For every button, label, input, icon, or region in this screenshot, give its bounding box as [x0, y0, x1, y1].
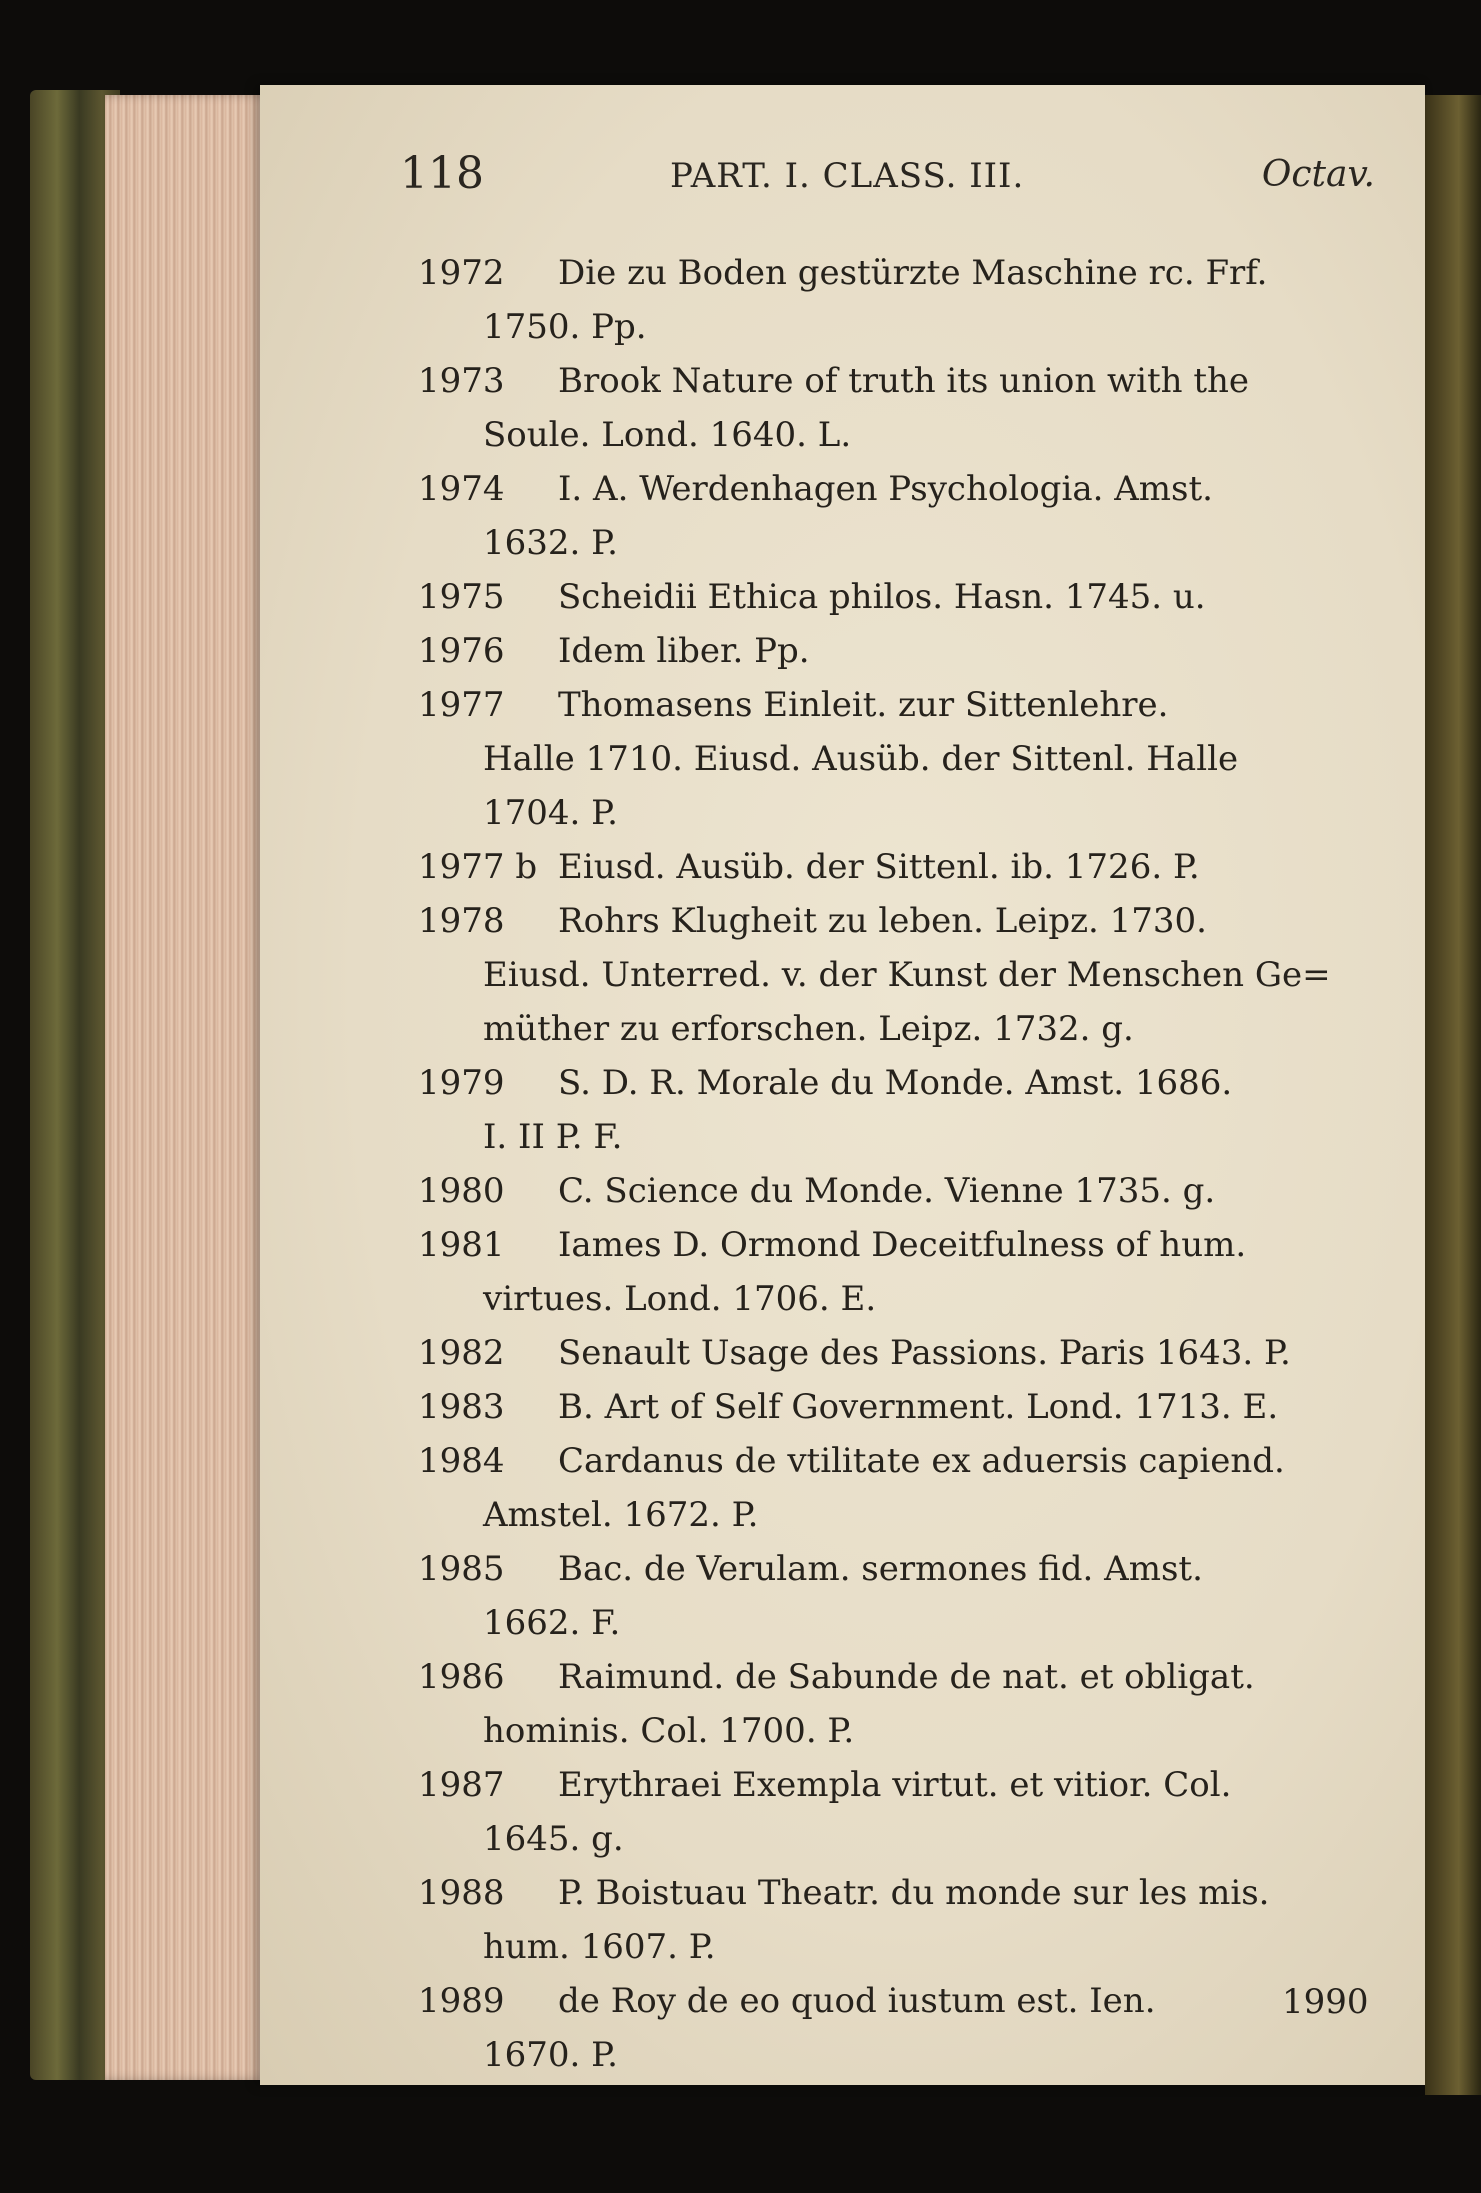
entry-text: 1632. P.	[483, 523, 618, 563]
entry-first-line	[418, 840, 1358, 894]
entry-text: 1645. g.	[483, 1819, 624, 1859]
entry-text: Die zu Boden gestürzte Maschine rc. Frf.	[558, 253, 1268, 293]
entry-first-line	[418, 894, 1358, 948]
entry-text: Brook Nature of truth its union with the	[558, 361, 1250, 401]
entry-text: Bac. de Verulam. sermones fid. Amst.	[558, 1549, 1203, 1589]
entry-continuation-line	[418, 300, 1358, 354]
catalog-entry	[418, 1056, 1358, 1164]
entry-first-line	[418, 570, 1358, 624]
entry-text: C. Science du Monde. Vienne 1735. g.	[558, 1171, 1216, 1211]
entry-number: 1988	[418, 1873, 505, 1913]
entry-number: 1973	[418, 361, 505, 401]
entry-continuation-line	[418, 1110, 1358, 1164]
entry-continuation-line	[418, 1596, 1358, 1650]
page-edges	[105, 95, 275, 2080]
catalog-entry	[418, 894, 1358, 1056]
entry-text: Rohrs Klugheit zu leben. Leipz. 1730.	[558, 901, 1207, 941]
entry-text: 1704. P.	[483, 793, 618, 833]
entry-number: 1989	[418, 1981, 505, 2021]
entry-text: 1750. Pp.	[483, 307, 647, 347]
catalog-entry	[418, 1326, 1358, 1380]
entry-text: 1662. F.	[483, 1603, 621, 1643]
entry-text: Senault Usage des Passions. Paris 1643. P.	[558, 1333, 1291, 1373]
entry-first-line	[418, 462, 1358, 516]
catalog-entry	[418, 462, 1358, 570]
catalog-entry	[418, 1380, 1358, 1434]
entry-text: Thomasens Einleit. zur Sittenlehre.	[558, 685, 1169, 725]
entry-number: 1987	[418, 1765, 505, 1805]
entry-number: 1979	[418, 1063, 505, 1103]
entry-continuation-line	[418, 1704, 1358, 1758]
entry-text: hominis. Col. 1700. P.	[483, 1711, 855, 1751]
entry-continuation-line	[418, 1920, 1358, 1974]
entry-first-line	[418, 1056, 1358, 1110]
catalog-entry	[418, 570, 1358, 624]
catalog-entry	[418, 1542, 1358, 1650]
entry-text: hum. 1607. P.	[483, 1927, 716, 1967]
catalog-entry	[418, 246, 1358, 354]
entry-continuation-line	[418, 516, 1358, 570]
catalog-entry	[418, 1974, 1358, 2082]
entry-text: S. D. R. Morale du Monde. Amst. 1686.	[558, 1063, 1233, 1103]
catalog-entry	[418, 1866, 1358, 1974]
entry-number: 1983	[418, 1387, 505, 1427]
entry-text: Idem liber. Pp.	[558, 631, 810, 671]
entry-text: P. Boistuau Theatr. du monde sur les mis.	[558, 1873, 1270, 1913]
entry-continuation-line	[418, 1002, 1358, 1056]
entry-text: Soule. Lond. 1640. L.	[483, 415, 852, 455]
catalog-entry	[418, 1650, 1358, 1758]
entry-first-line	[418, 624, 1358, 678]
entry-text: Iames D. Ormond Deceitfulness of hum.	[558, 1225, 1247, 1265]
entry-number: 1985	[418, 1549, 505, 1589]
entry-first-line	[418, 246, 1358, 300]
entry-number: 1974	[418, 469, 505, 509]
entry-text: virtues. Lond. 1706. E.	[483, 1279, 877, 1319]
page-number: 118	[400, 148, 484, 199]
entry-continuation-line	[418, 948, 1358, 1002]
entry-text: müther zu erforschen. Leipz. 1732. g.	[483, 1009, 1134, 1049]
catchword: 1990	[1282, 1982, 1369, 2022]
entry-first-line	[418, 678, 1358, 732]
entry-first-line	[418, 354, 1358, 408]
entry-continuation-line	[418, 2028, 1358, 2082]
entry-text: I. II P. F.	[483, 1117, 623, 1157]
entry-first-line	[418, 1650, 1358, 1704]
entry-number: 1972	[418, 253, 505, 293]
entry-number: 1977 b	[418, 847, 538, 887]
catalog-entry	[418, 1164, 1358, 1218]
entry-first-line	[418, 1866, 1358, 1920]
entry-number: 1976	[418, 631, 505, 671]
entry-text: Amstel. 1672. P.	[483, 1495, 759, 1535]
entry-text: Erythraei Exempla virtut. et vitior. Col.	[558, 1765, 1232, 1805]
entry-first-line	[418, 1218, 1358, 1272]
entry-text: 1670. P.	[483, 2035, 618, 2075]
entry-text: Raimund. de Sabunde de nat. et obligat.	[558, 1657, 1255, 1697]
catalog-entry	[418, 678, 1358, 840]
entry-number: 1978	[418, 901, 505, 941]
entry-number: 1977	[418, 685, 505, 725]
entry-text: Halle 1710. Eiusd. Ausüb. der Sittenl. Halle	[483, 739, 1239, 779]
entry-text: de Roy de eo quod iustum est. Ien.	[558, 1981, 1156, 2021]
catalog-entry	[418, 1218, 1358, 1326]
catalog-entry	[418, 354, 1358, 462]
running-title: PART. I. CLASS. III.	[670, 156, 1025, 196]
catalog-entries	[418, 246, 1358, 2082]
entry-number: 1986	[418, 1657, 505, 1697]
entry-text: I. A. Werdenhagen Psychologia. Amst.	[558, 469, 1213, 509]
section-label: Octav.	[1261, 154, 1375, 195]
catalog-entry	[418, 840, 1358, 894]
entry-first-line	[418, 1974, 1358, 2028]
entry-first-line	[418, 1380, 1358, 1434]
entry-continuation-line	[418, 408, 1358, 462]
entry-text: Eiusd. Ausüb. der Sittenl. ib. 1726. P.	[558, 847, 1200, 887]
entry-number: 1975	[418, 577, 505, 617]
entry-number: 1982	[418, 1333, 505, 1373]
entry-number: 1980	[418, 1171, 505, 1211]
book-cover-right	[1425, 95, 1481, 2095]
entry-continuation-line	[418, 732, 1358, 786]
entry-first-line	[418, 1434, 1358, 1488]
entry-continuation-line	[418, 1272, 1358, 1326]
entry-first-line	[418, 1542, 1358, 1596]
catalog-entry	[418, 1434, 1358, 1542]
entry-continuation-line	[418, 786, 1358, 840]
entry-text: Scheidii Ethica philos. Hasn. 1745. u.	[558, 577, 1206, 617]
entry-text: B. Art of Self Government. Lond. 1713. E.	[558, 1387, 1279, 1427]
entry-text: Eiusd. Unterred. v. der Kunst der Menschen Ge=	[483, 955, 1331, 995]
entry-first-line	[418, 1326, 1358, 1380]
entry-number: 1984	[418, 1441, 505, 1481]
page-header	[400, 148, 1375, 218]
entry-number: 1981	[418, 1225, 505, 1265]
catalog-entry	[418, 624, 1358, 678]
entry-continuation-line	[418, 1812, 1358, 1866]
catalog-entry	[418, 1758, 1358, 1866]
entry-first-line	[418, 1164, 1358, 1218]
entry-continuation-line	[418, 1488, 1358, 1542]
entry-first-line	[418, 1758, 1358, 1812]
entry-text: Cardanus de vtilitate ex aduersis capiend.	[558, 1441, 1285, 1481]
